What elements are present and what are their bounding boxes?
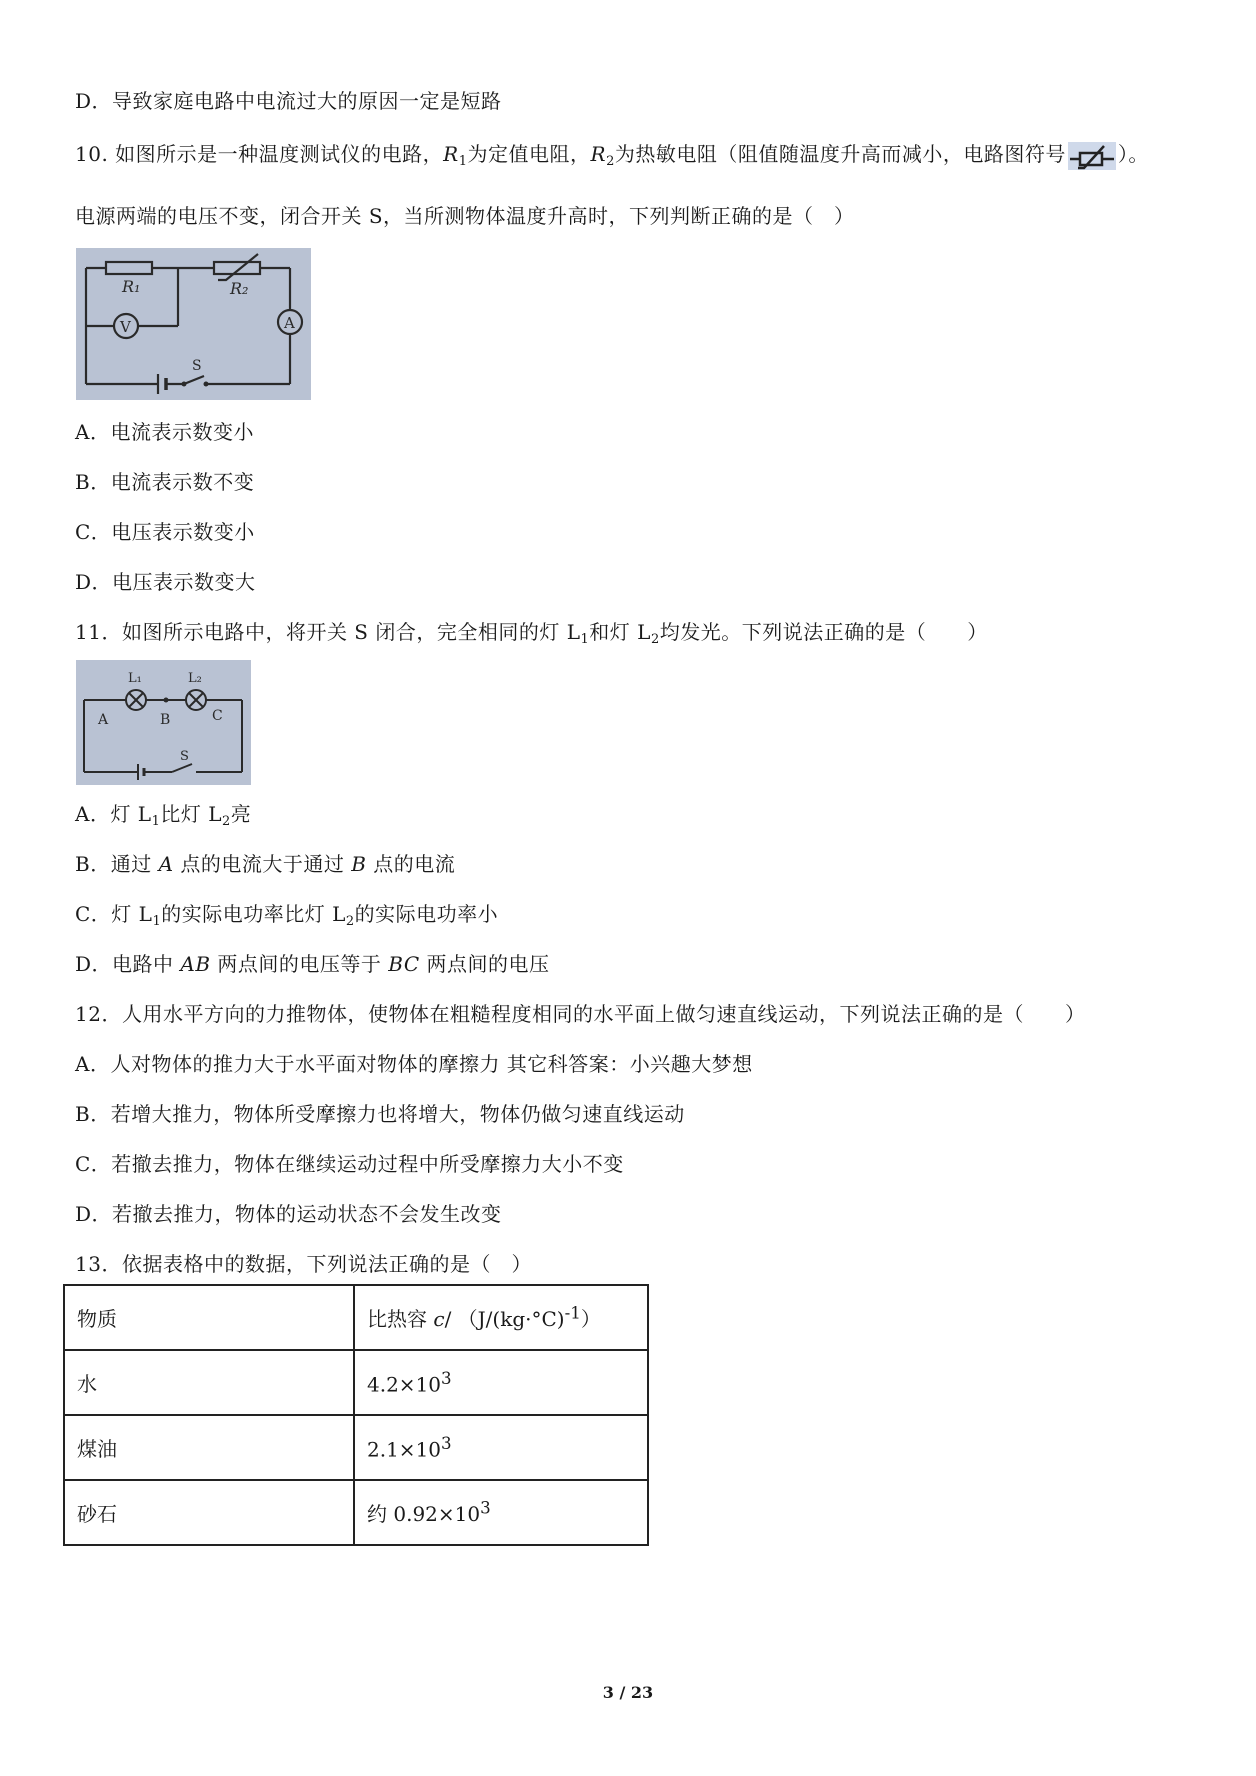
q10-stem-mid2: 为热敏电阻（阻值随温度升高而减小，电路图符号 [614,142,1066,166]
q11-d-mid: 两点间的电压等于 [210,952,389,976]
q12-option-b: B．若增大推力，物体所受摩擦力也将增大，物体仍做匀速直线运动 [75,1102,685,1126]
q11-stem [75,618,988,646]
specific-heat-table [63,1284,649,1546]
q10-option-b: B．电流表示数不变 [75,470,255,494]
q12-option-c: C．若撤去推力，物体在继续运动过程中所受摩擦力大小不变 [75,1152,624,1176]
header-unit: / （J/(kg·°C) [444,1307,565,1331]
q13-stem: 13．依据表格中的数据，下列说法正确的是（ ） [75,1252,532,1276]
q11-stem-pre: 11．如图所示电路中，将开关 S 闭合，完全相同的灯 L [75,620,581,644]
q10-fig-r1-label: R₁ [122,277,141,296]
table-row [64,1350,648,1415]
value-exponent: 3 [441,1433,452,1453]
q10-circuit-figure [76,248,311,400]
q12-option-d: D．若撤去推力，物体的运动状态不会发生改变 [75,1202,502,1226]
q11-a-end: 亮 [230,802,252,826]
q10-option-c: C．电压表示数变小 [75,520,255,544]
q11-fig-l2-label: L₂ [188,671,202,686]
q12-stem: 12．人用水平方向的力推物体，使物体在粗糙程度相同的水平面上做匀速直线运动，下列说法正确的是（ ） [75,1002,1086,1026]
q11-c-mid: 的实际电功率比灯 L [161,902,346,926]
q11-stem-end: 均发光。下列说法正确的是（ ） [659,620,988,644]
q11-a-pre: A．灯 L [75,802,152,826]
q11-fig-a-label: A [98,712,109,728]
q11-b-pre: B．通过 [75,852,159,876]
q11-c-sub2: 2 [345,914,355,929]
q11-d-seg-bc: BC [388,952,420,976]
q11-option-c [75,900,498,928]
q11-d-pre: D．电路中 [75,952,181,976]
header-unit-sup: -1 [564,1303,581,1323]
q11-d-end: 两点间的电压 [419,952,550,976]
q11-stem-mid: 和灯 L [589,620,651,644]
q12-option-a: A．人对物体的推力大于水平面对物体的摩擦力 其它科答案：小兴趣大梦想 [75,1052,753,1076]
q11-c-end: 的实际电功率小 [354,902,499,926]
value-base: 2.1×10 [367,1437,442,1462]
table-cell-substance: 水 [64,1350,354,1415]
q10-fig-ammeter-label: A [284,314,295,332]
table-cell-value [354,1350,648,1415]
q11-fig-c-label: C [212,708,223,724]
q11-option-b [75,850,455,878]
thermistor-symbol-icon [1068,142,1116,170]
q9-option-d: D．导致家庭电路中电流过大的原因一定是短路 [75,89,502,113]
q10-stem-end: ）。 [1117,142,1149,166]
header-pre: 比热容 [367,1307,434,1331]
q10-stem-mid1: 为定值电阻， [467,142,591,166]
header-c-symbol: c [433,1307,445,1331]
table-cell-value [354,1415,648,1480]
table-header-substance: 物质 [64,1285,354,1350]
q11-stem-sub1: 1 [580,632,590,647]
q10-r1-symbol: R [443,142,459,166]
q11-stem-sub2: 2 [650,632,660,647]
q11-circuit-figure [76,660,251,785]
value-exponent: 3 [441,1368,452,1388]
q10-stem-line2: 电源两端的电压不变，闭合开关 S，当所测物体温度升高时，下列判断正确的是（ ） [75,204,855,228]
q10-option-d: D．电压表示数变大 [75,570,256,594]
q10-option-a: A．电流表示数变小 [75,420,254,444]
table-cell-value [354,1480,648,1545]
table-header-row [64,1285,648,1350]
table-row [64,1480,648,1545]
q10-stem-line1 [75,140,1149,170]
header-end: ） [580,1307,601,1331]
table-cell-substance: 砂石 [64,1480,354,1545]
q11-c-pre: C．灯 L [75,902,153,926]
q10-fig-switch-label: S [192,358,202,374]
q11-fig-l1-label: L₁ [128,671,142,686]
q10-r1-sub: 1 [458,154,468,169]
q10-fig-voltmeter-label: V [120,318,131,336]
q10-r2-symbol: R [590,142,607,166]
value-base: 4.2×10 [367,1372,442,1397]
q11-fig-switch-label: S [180,749,189,764]
value-base: 约 0.92×10 [367,1502,481,1526]
q10-fig-r2-label: R₂ [230,279,249,298]
q11-fig-b-label: B [160,712,171,728]
q11-d-seg-ab: AB [180,952,211,976]
q11-a-mid: 比灯 L [160,802,223,826]
table-cell-substance: 煤油 [64,1415,354,1480]
value-exponent: 3 [480,1498,491,1518]
q11-a-sub2: 2 [222,814,231,829]
q10-r2-sub: 2 [606,154,615,169]
q11-b-point-a: A [158,852,174,876]
q11-option-d [75,950,550,978]
table-row [64,1415,648,1480]
table-header-specific-heat [354,1285,648,1350]
q10-stem-pre: 10. 如图所示是一种温度测试仪的电路， [75,142,444,166]
page-number: 3 / 23 [602,1683,654,1702]
q11-b-mid: 点的电流大于通过 [173,852,352,876]
q11-option-a [75,800,251,828]
q11-b-point-b: B [351,852,367,876]
q11-b-end: 点的电流 [366,852,456,876]
q11-c-sub1: 1 [152,914,162,929]
q11-a-sub1: 1 [151,814,161,829]
